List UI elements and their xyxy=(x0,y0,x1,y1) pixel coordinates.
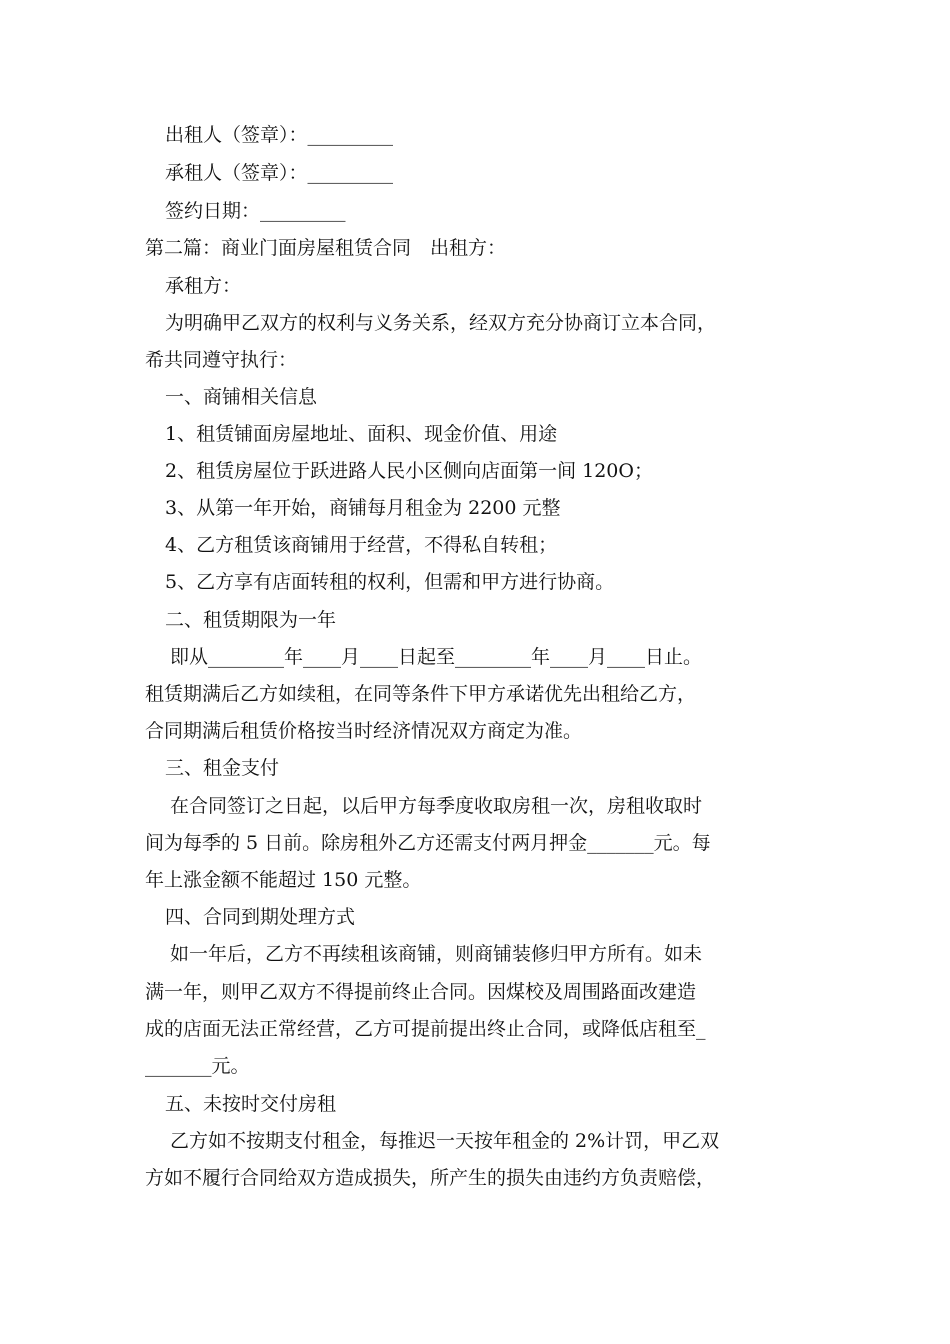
paragraph-line: 满一年，则甲乙双方不得提前终止合同。因煤校及周围路面改建造 xyxy=(145,981,697,1003)
list-item-line: 5、乙方享有店面转租的权利，但需和甲方进行协商。 xyxy=(165,571,615,593)
lessor-signature-line: 出租人（签章）：_________ xyxy=(165,124,394,146)
paragraph-line: 在合同签订之日起，以后甲方每季度收取房租一次，房租收取时 xyxy=(170,795,703,817)
paragraph-line: 租赁期满后乙方如续租，在同等条件下甲方承诺优先出租给乙方， xyxy=(145,683,697,705)
paragraph-line: 乙方如不按期支付租金，每推迟一天按年租金的 2%计罚，甲乙双 xyxy=(170,1130,720,1152)
list-item-line: 4、乙方租赁该商铺用于经营，不得私自转租； xyxy=(165,534,558,556)
lessee-line: 承租方： xyxy=(165,275,242,297)
paragraph-line: 希共同遵守执行： xyxy=(145,349,298,371)
lessee-signature-line: 承租人（签章）：_________ xyxy=(165,162,394,184)
paragraph-line: 方如不履行合同给双方造成损失，所产生的损失由违约方负责赔偿， xyxy=(145,1167,716,1189)
signing-date-line: 签约日期：_________ xyxy=(165,200,346,222)
list-item-line: 1、租赁铺面房屋地址、面积、现金价值、用途 xyxy=(165,423,558,445)
paragraph-line: 间为每季的 5 日前。除房租外乙方还需支付两月押金_______元。每 xyxy=(145,832,711,854)
paragraph-line: 即从________年____月____日起至________年____月____日止。 xyxy=(170,646,703,668)
paragraph-line: 合同期满后租赁价格按当时经济情况双方商定为准。 xyxy=(145,720,583,742)
heading-line: 三、租金支付 xyxy=(165,757,280,779)
heading-line: 二、租赁期限为一年 xyxy=(165,609,337,631)
paragraph-line: 成的店面无法正常经营，乙方可提前提出终止合同，或降低店租至_ xyxy=(145,1018,706,1040)
paragraph-line: 年上涨金额不能超过 150 元整。 xyxy=(145,869,422,891)
list-item-line: 3、从第一年开始，商铺每月租金为 2200 元整 xyxy=(165,497,561,519)
paragraph-line: 如一年后，乙方不再续租该商铺，则商铺装修归甲方所有。如未 xyxy=(170,943,703,965)
list-item-line: 2、租赁房屋位于跃进路人民小区侧向店面第一间 120O； xyxy=(165,460,653,482)
heading-line: 四、合同到期处理方式 xyxy=(165,906,356,928)
heading-line: 一、商铺相关信息 xyxy=(165,386,318,408)
section-title-line: 第二篇：商业门面房屋租赁合同 出租方： xyxy=(145,237,507,259)
paragraph-line: 为明确甲乙双方的权利与义务关系，经双方充分协商订立本合同， xyxy=(165,312,717,334)
paragraph-line: _______元。 xyxy=(145,1055,250,1077)
heading-line: 五、未按时交付房租 xyxy=(165,1093,337,1115)
